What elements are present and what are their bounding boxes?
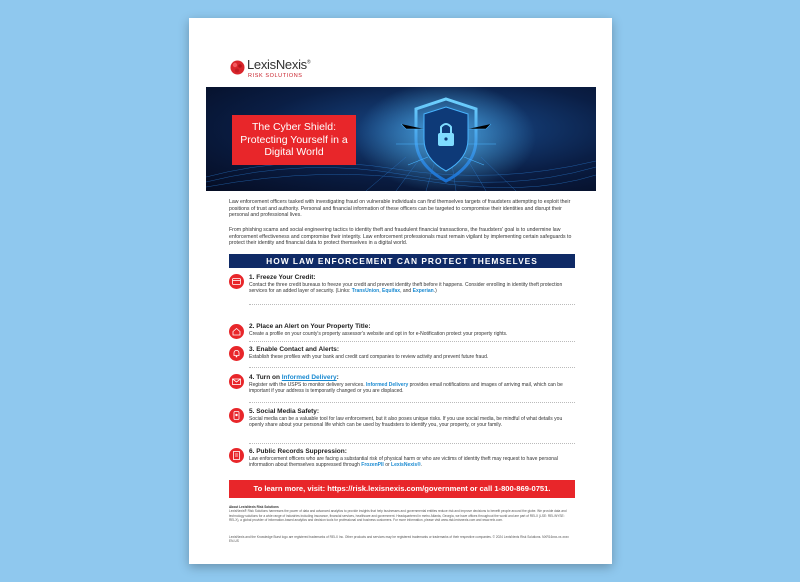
step-body: Create a profile on your county's property assessor's website and opt in for e-Notification protect your property rights. — [249, 331, 508, 337]
transunion-link[interactable]: TransUnion — [351, 288, 380, 295]
step-body — [249, 456, 575, 468]
step-informed-delivery — [229, 374, 577, 408]
separator: , — [379, 288, 383, 295]
step-social-media — [229, 408, 577, 448]
flyer-page — [189, 18, 612, 564]
step-text-end: provides email notifications and images of arriving mail, which can be important if your address is temporarily changed or you are displaced. — [249, 382, 563, 395]
social-media-icon — [229, 408, 244, 423]
step-text-end: .) — [433, 288, 437, 295]
heading-text: 4. Turn on — [249, 374, 282, 381]
step-text-end: . — [420, 462, 423, 469]
logo-reg: ® — [306, 59, 311, 66]
about-text: LexisNexis® Risk Solutions harnesses the power of data and advanced analytics to provide insights that help businesses and governmental entities reduce risk and improve decisions to benefit people around the globe. We provide data and technology solutions for a wide range of industries including insurance, financial services, healthcare and government. Headquartered in metro Atlanta, Georgia, we have offices throughout the world and are part of RELX (LSE: REL/NYSE: RELX), a global provider of information-based analytics and decision tools for professional and business customers. For more information, please visit www.risk.lexisnexis.com and www.relx.com. — [229, 509, 567, 522]
step-body: Social media can be a valuable tool for law enforcement, but it also poses unique risks. If you use social media, be mindful of what details you openly share about your personal life which can be used by fraudsters to identify you, your property, or your family. — [249, 416, 563, 429]
logo-name: LexisNexis — [247, 57, 307, 72]
step-heading: 3. Enable Contact and Alerts: — [249, 346, 340, 353]
intro-text — [229, 199, 575, 219]
step-body — [249, 382, 575, 394]
step-text: Register with the USPS to monitor delivery services. — [249, 382, 366, 388]
heading-text-end: : — [336, 374, 339, 381]
section-title: HOW LAW ENFORCEMENT CAN PROTECT THEMSELVES — [229, 254, 575, 268]
frozenpii-link[interactable]: FrozenPII — [361, 462, 384, 469]
separator: , and — [400, 288, 413, 295]
informed-delivery-link[interactable]: Informed Delivery — [366, 382, 409, 388]
informed-delivery-heading-link[interactable]: Informed Delivery — [281, 374, 337, 381]
about-section — [229, 505, 575, 522]
separator: or — [383, 462, 392, 469]
logo-subtitle: RISK SOLUTIONS — [248, 73, 303, 79]
step-heading: 2. Place an Alert on Your Property Title: — [249, 323, 371, 330]
legal-text: LexisNexis and the Knowledge Burst logo are registered trademarks of RELX Inc. Other products and services may be registered trademarks or trademarks of their respective companies. © 2024 LexisNexis Risk Solutions. NXR16xxx-xx-xxxx EN-US — [229, 535, 569, 544]
step-body: Establish these profiles with your bank and credit card companies to review activity and prevent future fraud. — [249, 354, 489, 360]
intro-paragraph: From phishing scams and social engineering tactics to identity theft and fraudulent financial transactions, the fraudsters' goal is to undermine law enforcement effectiveness and compromise their integrity. Law enforcement professionals must remain vigilant by implementing certain safeguards to protect their identity and financial data to protect themselves in a digital world. — [229, 227, 572, 247]
step-heading: 6. Public Records Suppression: — [249, 448, 347, 455]
step-text: Contact the three credit bureaus to freeze your credit and prevent identity theft before it happens. Consider enrolling in identity theft protection services for an added layer of security. (Links: — [249, 282, 563, 295]
about-heading: About LexisNexis Risk Solutions — [229, 505, 279, 509]
step-text: Law enforcement officers who are facing a substantial risk of physical harm or who are victims of identity theft may request to have personal information about themselves suppressed through — [249, 456, 558, 469]
step-contact-alerts — [229, 346, 577, 372]
step-heading — [249, 374, 339, 381]
equifax-link[interactable]: Equifax — [382, 288, 401, 295]
divider — [249, 443, 575, 444]
divider — [249, 367, 575, 368]
hero-title: The Cyber Shield: Protecting Yourself in a Digital World — [232, 115, 356, 165]
knowledge-burst-icon — [230, 60, 245, 75]
step-public-records — [229, 448, 577, 478]
bell-icon — [229, 346, 244, 361]
lexisnexis-link[interactable]: LexisNexis® — [391, 462, 421, 469]
step-heading: 5. Social Media Safety: — [249, 408, 320, 415]
intro-text-2 — [229, 227, 575, 247]
contact-banner[interactable]: To learn more, visit: https://risk.lexisnexis.com/government or call 1-800-869-0751. — [229, 480, 575, 498]
divider — [249, 402, 575, 403]
mail-icon — [229, 374, 244, 389]
hero-banner — [206, 87, 596, 191]
divider — [249, 341, 575, 342]
step-property-alert — [229, 308, 577, 338]
house-icon — [229, 324, 244, 339]
step-heading: 1. Freeze Your Credit: — [249, 274, 316, 281]
step-body — [249, 282, 575, 294]
records-icon — [229, 448, 244, 463]
divider — [249, 304, 575, 305]
intro-paragraph: Law enforcement officers tasked with investigating fraud on vulnerable individuals can find themselves targets of fraudsters attempting to exploit their positions of trust and authority. Personal and financial information of these officers can be targeted to compromise their identities and disrupt their personal and professional lives. — [229, 199, 571, 219]
experian-link[interactable]: Experian — [412, 288, 434, 295]
credit-card-icon — [229, 274, 244, 289]
